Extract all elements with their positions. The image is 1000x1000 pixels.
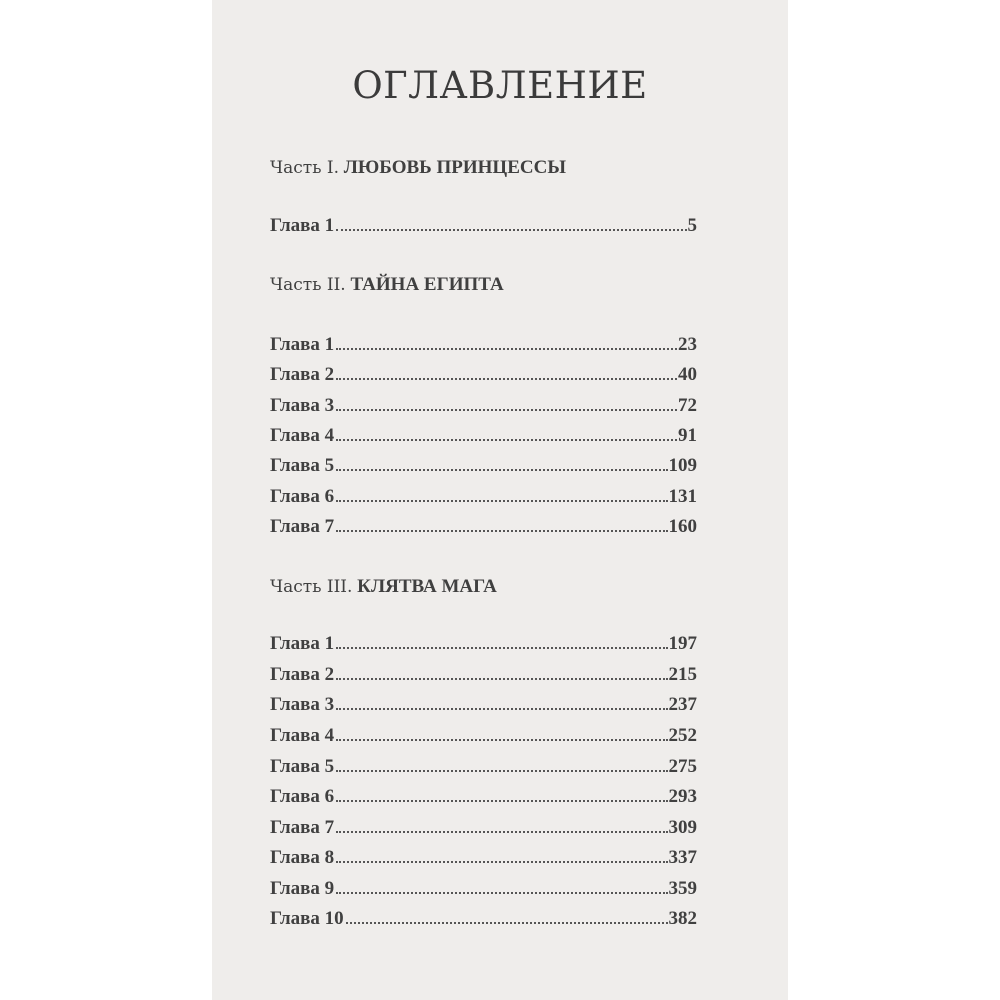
toc-row[interactable] xyxy=(270,516,697,542)
page-number: 309 xyxy=(668,817,697,838)
page-number: 359 xyxy=(668,878,697,899)
toc-row[interactable] xyxy=(270,786,697,812)
dot-leader xyxy=(346,922,668,924)
part-label: Часть I. xyxy=(270,158,339,178)
page-number: 197 xyxy=(668,633,697,654)
chapter-label: Глава 5 xyxy=(270,455,335,476)
page-number: 40 xyxy=(678,364,697,385)
dot-leader xyxy=(336,800,667,802)
part-name: ЛЮБОВЬ ПРИНЦЕССЫ xyxy=(343,157,566,178)
toc-row[interactable] xyxy=(270,756,697,782)
chapter-label: Глава 1 xyxy=(270,215,335,236)
page-number: 252 xyxy=(668,725,697,746)
chapter-label: Глава 5 xyxy=(270,756,335,777)
toc-row[interactable] xyxy=(270,334,697,360)
dot-leader xyxy=(336,708,667,710)
page-number: 160 xyxy=(668,516,697,537)
toc-row[interactable] xyxy=(270,486,697,512)
page-number: 23 xyxy=(678,334,697,355)
toc-row[interactable] xyxy=(270,878,697,904)
page-number: 337 xyxy=(668,847,697,868)
toc-row[interactable] xyxy=(270,694,697,720)
dot-leader xyxy=(336,469,667,471)
dot-leader xyxy=(336,378,677,380)
chapter-label: Глава 9 xyxy=(270,878,335,899)
dot-leader xyxy=(336,439,677,441)
toc-row[interactable] xyxy=(270,664,697,690)
page-title: ОГЛАВЛЕНИЕ xyxy=(352,64,648,107)
chapter-label: Глава 2 xyxy=(270,664,335,685)
toc-row[interactable] xyxy=(270,215,697,241)
dot-leader xyxy=(336,229,686,231)
dot-leader xyxy=(336,831,667,833)
toc-row[interactable] xyxy=(270,633,697,659)
part-heading-1 xyxy=(270,157,566,179)
page-number: 237 xyxy=(668,694,697,715)
dot-leader xyxy=(336,647,667,649)
part-label: Часть II. xyxy=(270,275,346,295)
chapter-label: Глава 2 xyxy=(270,364,335,385)
toc-row[interactable] xyxy=(270,364,697,390)
part-heading-3 xyxy=(270,576,497,598)
chapter-label: Глава 6 xyxy=(270,486,335,507)
page-number: 5 xyxy=(687,215,697,236)
chapter-label: Глава 3 xyxy=(270,694,335,715)
chapter-label: Глава 1 xyxy=(270,633,335,654)
chapter-label: Глава 1 xyxy=(270,334,335,355)
dot-leader xyxy=(336,892,667,894)
page-number: 293 xyxy=(668,786,697,807)
part-name: ТАЙНА ЕГИПТА xyxy=(350,274,504,295)
page-number: 91 xyxy=(678,425,697,446)
dot-leader xyxy=(336,409,677,411)
toc-row[interactable] xyxy=(270,455,697,481)
part-heading-2 xyxy=(270,274,504,296)
chapter-label: Глава 10 xyxy=(270,908,344,929)
toc-row[interactable] xyxy=(270,395,697,421)
page-number: 275 xyxy=(668,756,697,777)
dot-leader xyxy=(336,500,667,502)
toc-row[interactable] xyxy=(270,425,697,451)
toc-row[interactable] xyxy=(270,847,697,873)
chapter-label: Глава 8 xyxy=(270,847,335,868)
chapter-label: Глава 3 xyxy=(270,395,335,416)
chapter-label: Глава 7 xyxy=(270,516,335,537)
dot-leader xyxy=(336,739,667,741)
toc-row[interactable] xyxy=(270,817,697,843)
dot-leader xyxy=(336,861,667,863)
chapter-label: Глава 4 xyxy=(270,725,335,746)
page-number: 131 xyxy=(668,486,697,507)
dot-leader xyxy=(336,770,667,772)
toc-row[interactable] xyxy=(270,725,697,751)
dot-leader xyxy=(336,348,677,350)
dot-leader xyxy=(336,678,667,680)
page-number: 382 xyxy=(668,908,697,929)
dot-leader xyxy=(336,530,667,532)
chapter-label: Глава 7 xyxy=(270,817,335,838)
page-number: 215 xyxy=(668,664,697,685)
toc-row[interactable] xyxy=(270,908,697,934)
page-number: 72 xyxy=(678,395,697,416)
page-number: 109 xyxy=(668,455,697,476)
chapter-label: Глава 4 xyxy=(270,425,335,446)
book-page xyxy=(212,0,788,1000)
part-name: КЛЯТВА МАГА xyxy=(357,576,497,597)
part-label: Часть III. xyxy=(270,577,353,597)
chapter-label: Глава 6 xyxy=(270,786,335,807)
